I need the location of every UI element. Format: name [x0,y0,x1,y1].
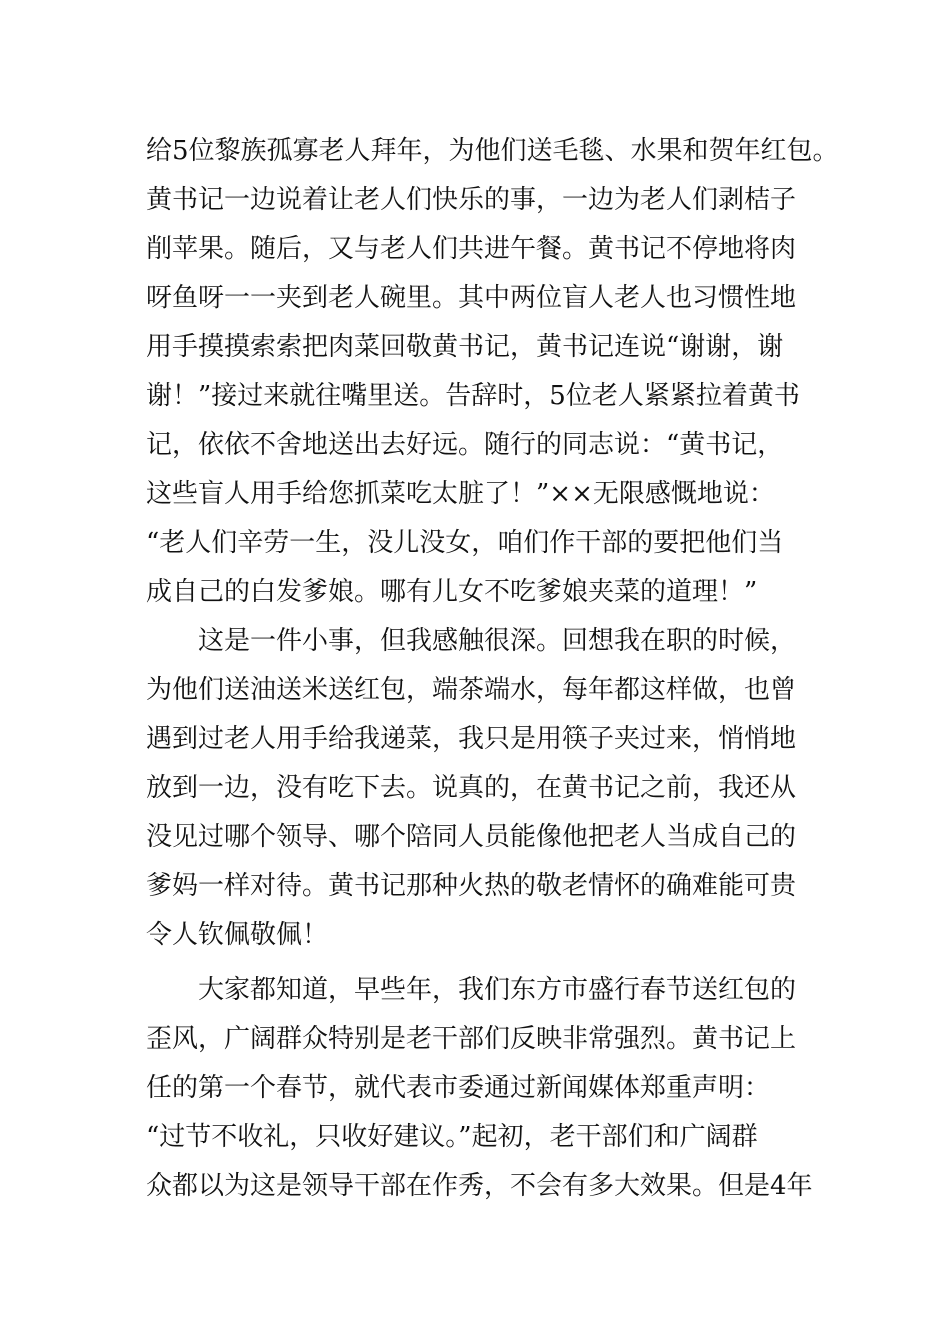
text-line: 爹妈一样对待。黄书记那种火热的敬老情怀的确难能可贵 [146,871,797,901]
text-line: 放到一边，没有吃下去。说真的，在黄书记之前，我还从 [146,773,797,803]
text-line: 这些盲人用手给您抓菜吃太脏了！”××无限感慨地说： [146,479,775,509]
text-line: 用手摸摸索索把肉菜回敬黄书记，黄书记连说“谢谢，谢 [146,332,784,362]
text-line: 令人钦佩敬佩！ [146,920,329,950]
paragraph-1 [146,127,839,617]
text-line: 歪风，广阔群众特别是老干部们反映非常强烈。黄书记上 [146,1024,797,1054]
body-text [146,127,839,1211]
text-line: 众都以为这是领导干部在作秀，不会有多大效果。但是4年 [146,1171,813,1201]
paragraph-3 [146,966,816,1211]
text-line: 谢！”接过来就往嘴里送。告辞时，5位老人紧紧拉着黄书 [146,381,800,411]
text-line: 没见过哪个领导、哪个陪同人员能像他把老人当成自己的 [146,822,797,852]
text-line: 为他们送油送米送红包，端茶端水，每年都这样做，也曾 [146,675,797,705]
text-line: 任的第一个春节，就代表市委通过新闻媒体郑重声明： [146,1073,771,1103]
text-line: 记，依依不舍地送出去好远。随行的同志说：“黄书记， [146,430,784,460]
text-line: 削苹果。随后，又与老人们共进午餐。黄书记不停地将肉 [146,234,797,264]
text-line: “过节不收礼，只收好建议。”起初，老干部们和广阔群 [146,1122,758,1152]
text-line: 这是一件小事，但我感触很深。回想我在职的时候， [198,626,797,656]
text-line: 成自己的白发爹娘。哪有儿女不吃爹娘夹菜的道理！” [146,577,758,607]
text-line: 黄书记一边说着让老人们快乐的事，一边为老人们剥桔子 [146,185,797,215]
text-line: 呀鱼呀一一夹到老人碗里。其中两位盲人老人也习惯性地 [146,283,797,313]
text-line: 给5位黎族孤寡老人拜年，为他们送毛毯、水果和贺年红包。 [146,136,839,166]
text-line: “老人们辛劳一生，没儿没女，咱们作干部的要把他们当 [146,528,784,558]
text-line: 遇到过老人用手给我递菜，我只是用筷子夹过来，悄悄地 [146,724,797,754]
paragraph-2 [146,617,816,960]
text-line: 大家都知道，早些年，我们东方市盛行春节送红包的 [198,975,797,1005]
